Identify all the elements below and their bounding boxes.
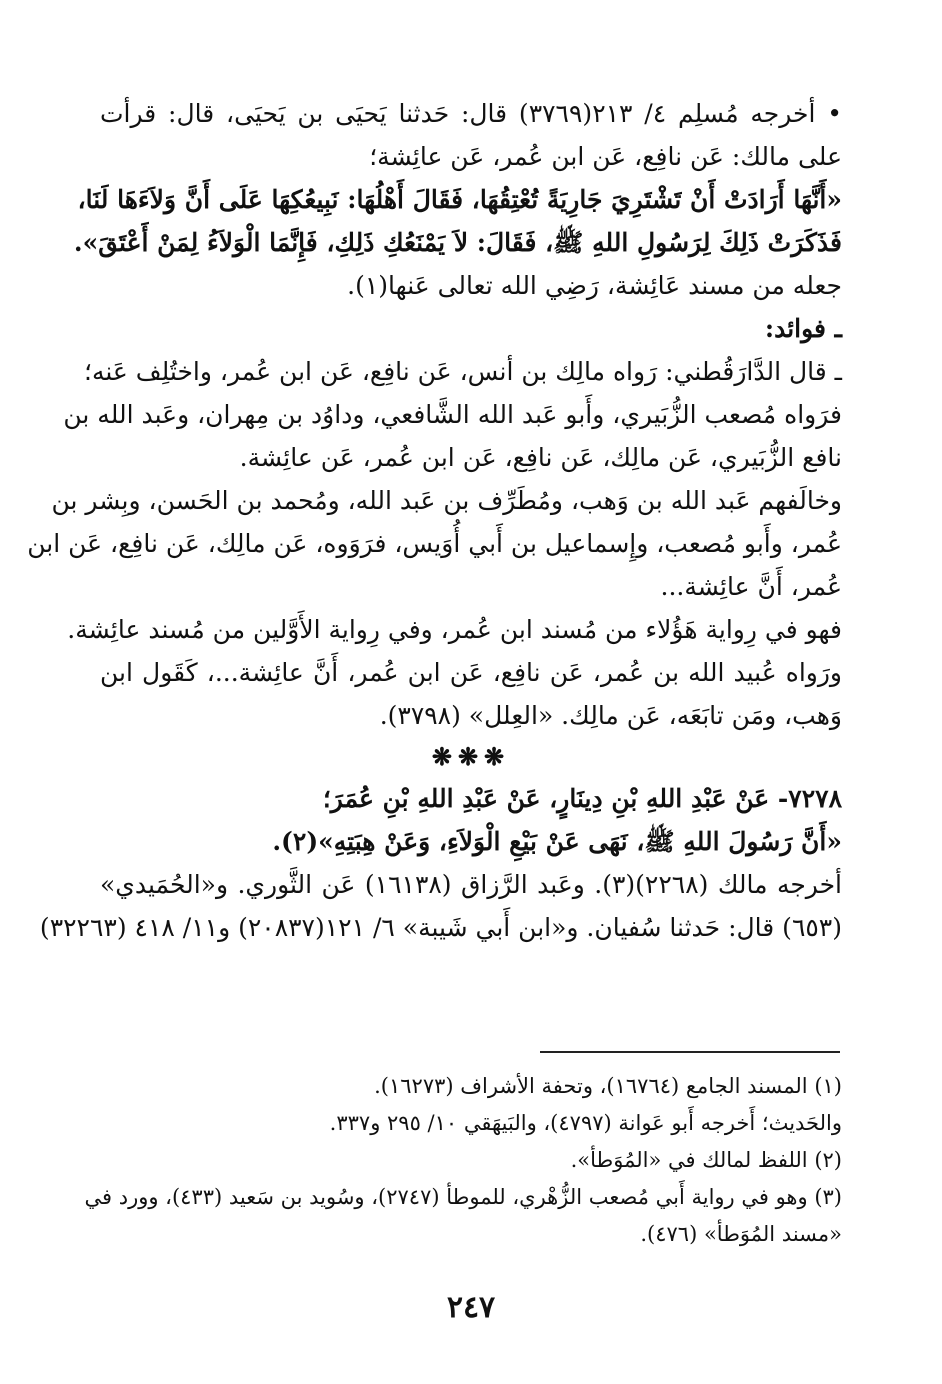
text-line: وخالَفهم عَبد الله بن وَهب، ومُطَرِّف بن عَبد الله، ومُحمد بن الحَسن، وبِشر بن	[51, 486, 842, 515]
text-line: فرَواه مُصعب الزُّبَيري، وأَبو عَبد الله الشَّافعي، وداوُد بن مِهران، وعَبد الله بن	[63, 400, 842, 429]
text-line: جعله من مسند عَائِشة، رَضِي الله تعالى عَنها(١).	[347, 271, 842, 300]
text-line: (٦٥٣) قال: حَدثنا سُفيان. و«ابن أَبي شَيبة» ٦/ ١٢١(٢٠٨٣٧) و١١/ ٤١٨ (٣٢٢٦٣)	[39, 913, 842, 942]
text-line: ـ قال الدَّارَقُطني: رَواه مالِك بن أنس، عَن نافِع، عَن ابن عُمر، واختُلِف عَنه؛	[84, 357, 842, 386]
text-line: عُمر، وأَبو مُصعب، وإِسماعيل بن أَبي أُوَيس، فرَوَوه، عَن مالِك، عَن نافِع، عَن ابن	[27, 529, 842, 558]
text-line: • أخرجه مُسلِم ٤/ ٢١٣(٣٧٦٩) قال: حَدثنا يَحيَى بن يَحيَى، قال: قرأت	[100, 99, 843, 128]
text-line: على مالك: عَن نافِع، عَن ابن عُمر، عَن عائِشة؛	[369, 142, 842, 171]
footnotes	[84, 1068, 842, 1253]
hadith-text-line: فَذَكَرَتْ ذَلِكَ لِرَسُولِ اللهِ ﷺ، فَقَالَ: لاَ يَمْنَعُكِ ذَلِكِ، فَإِنَّمَا الْوَلاَءُ لِمَنْ أَعْتَقَ».	[73, 228, 842, 257]
section-heading: ـ فوائد:	[764, 314, 842, 343]
text-line: فهو في رِواية هَؤُلاء من مُسند ابن عُمر، وفي رِواية الأَوَّلين من مُسند عائِشة.	[67, 615, 842, 644]
footnote-line: (٢) اللفظ لمالك في «المُوَطأ».	[570, 1148, 842, 1172]
footnote-line: «مسند المُوَطأ» (٤٧٦).	[640, 1222, 842, 1246]
footnote-line: (٣) وهو في رواية أَبي مُصعب الزُّهْري، للموطأ (٢٧٤٧)، وسُويد بن سَعيد (٤٣٣)، وورد في	[84, 1185, 842, 1209]
hadith-text-line: «أَنَّهَا أَرَادَتْ أَنْ تَشْتَرِيَ جَارِيَةً تُعْتِقُهَا، فَقَالَ أَهْلُهَا: نَبِيعُكِهَا عَلَى أَنَّ وَلاَءَهَا لَنَا،	[77, 185, 842, 214]
main-text	[27, 92, 843, 949]
footnote-divider	[540, 1051, 840, 1053]
hadith-number-line: ٧٢٧٨- عَنْ عَبْدِ اللهِ بْنِ دِينَارٍ، عَنْ عَبْدِ اللهِ بْنِ عُمَرَ؛	[322, 784, 842, 813]
text-line: ورَواه عُبيد الله بن عُمر، عَن نافِع، عَن ابن عُمر، أَنَّ عائِشة...، كَقَول ابن	[100, 658, 842, 687]
footnote-line: والحَديث؛ أَخرجه أَبو عَوانة (٤٧٩٧)، والبَيهَقي ١٠/ ٢٩٥ و٣٣٧.	[329, 1111, 842, 1135]
page-number: ٢٤٧	[446, 1290, 496, 1325]
text-line: وَهب، ومَن تابَعَه، عَن مالِك. «العِلل» (٣٧٩٨).	[379, 701, 842, 730]
text-line: عُمر، أَنَّ عائِشة...	[660, 572, 842, 601]
section-separator: ❋❋❋	[431, 742, 511, 771]
text-line: نافع الزُّبَيري، عَن مالِك، عَن نافِع، عَن ابن عُمر، عَن عائِشة.	[239, 443, 842, 472]
text-line: أخرجه مالك (٢٢٦٨)(٣). وعَبد الرَّزاق (١٦١٣٨) عَن الثَّوري. و«الحُمَيدي»	[100, 870, 842, 899]
footnote-line: (١) المسند الجامع (١٦٧٦٤)، وتحفة الأشراف (١٦٢٧٣).	[374, 1074, 842, 1098]
hadith-text-line: «أَنَّ رَسُولَ اللهِ ﷺ، نَهَى عَنْ بَيْعِ الْوَلاَءِ، وَعَنْ هِبَتِهِ»(٢).	[272, 827, 842, 856]
